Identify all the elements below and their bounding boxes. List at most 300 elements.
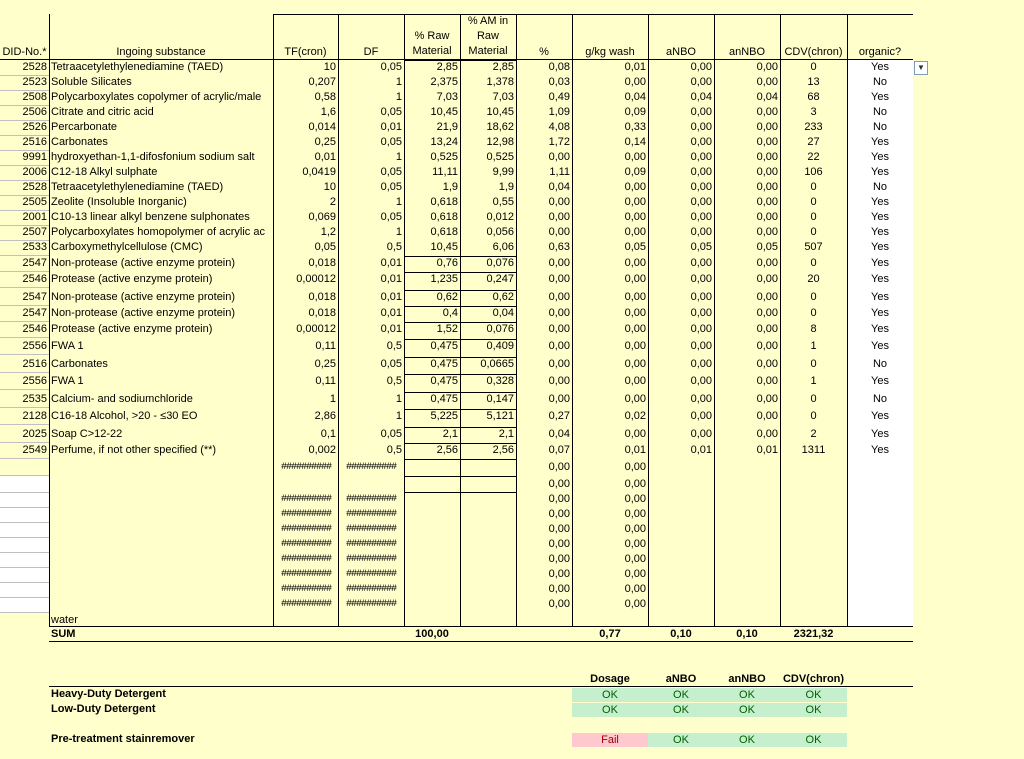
- cell-am[interactable]: 6,06: [492, 241, 514, 253]
- cell-name[interactable]: Soap C>12-22: [51, 428, 123, 440]
- cell-org[interactable]: No: [872, 76, 888, 88]
- cell-gkg[interactable]: 0,00: [624, 375, 646, 387]
- cell-annbo[interactable]: 0,00: [756, 226, 778, 238]
- cell-pct[interactable]: 0,00: [548, 568, 570, 580]
- cell-annbo[interactable]: 0,04: [756, 91, 778, 103]
- cell-df[interactable]: 0,05: [380, 136, 402, 148]
- cell-gkg[interactable]: 0,02: [624, 410, 646, 422]
- cell-gkg[interactable]: 0,00: [624, 568, 646, 580]
- cell-annbo[interactable]: 0,00: [756, 393, 778, 405]
- cell-cdv[interactable]: 507: [804, 241, 823, 253]
- cell-gkg[interactable]: 0,05: [624, 241, 646, 253]
- cell-anbo[interactable]: 0,00: [690, 428, 712, 440]
- cell-annbo[interactable]: 0,00: [756, 196, 778, 208]
- cell-raw[interactable]: 1,9: [442, 181, 458, 193]
- cell-raw[interactable]: 0,618: [430, 196, 458, 208]
- cell-raw[interactable]: 0,62: [436, 291, 458, 303]
- cell-gkg[interactable]: 0,00: [624, 393, 646, 405]
- cell-org[interactable]: Yes: [871, 257, 889, 269]
- cell-tf-hash[interactable]: ##########: [280, 462, 331, 473]
- cell-did[interactable]: 2001: [22, 211, 47, 223]
- cell-pct[interactable]: 0,07: [548, 444, 570, 456]
- cell-pct[interactable]: 0,00: [548, 358, 570, 370]
- cell-tf[interactable]: 1,2: [320, 226, 336, 238]
- cell-pct[interactable]: 0,00: [548, 553, 570, 565]
- cell-gkg[interactable]: 0,00: [624, 76, 646, 88]
- cell-gkg[interactable]: 0,14: [624, 136, 646, 148]
- cell-name[interactable]: Protease (active enzyme protein): [51, 323, 213, 335]
- cell-gkg[interactable]: 0,04: [624, 91, 646, 103]
- cell-df-hash[interactable]: ##########: [345, 509, 396, 520]
- cell-df[interactable]: 1: [395, 91, 402, 103]
- cell-org[interactable]: Yes: [871, 375, 889, 387]
- cell-df[interactable]: 0,01: [380, 323, 402, 335]
- cell-gkg[interactable]: 0,00: [624, 583, 646, 595]
- cell-tf[interactable]: 0,018: [308, 257, 336, 269]
- cell-name[interactable]: Polycarboxylates homopolymer of acrylic ac: [51, 226, 265, 238]
- cell-name[interactable]: Calcium- and sodiumchloride: [51, 393, 193, 405]
- cell-cdv[interactable]: 0: [810, 307, 817, 319]
- cell-annbo[interactable]: 0,00: [756, 76, 778, 88]
- cell-pct[interactable]: 0,08: [548, 61, 570, 73]
- cell-tf[interactable]: 0,002: [308, 444, 336, 456]
- cell-df[interactable]: 0,05: [380, 181, 402, 193]
- cell-df[interactable]: 1: [395, 410, 402, 422]
- cell-pct[interactable]: 0,00: [548, 307, 570, 319]
- cell-am[interactable]: 0,247: [486, 273, 514, 285]
- cell-org[interactable]: Yes: [871, 307, 889, 319]
- cell-am[interactable]: 0,62: [492, 291, 514, 303]
- cell-pct[interactable]: 1,72: [548, 136, 570, 148]
- cell-name[interactable]: Perfume, if not other specified (**): [51, 444, 217, 456]
- cell-gkg[interactable]: 0,00: [624, 151, 646, 163]
- cell-cdv[interactable]: 13: [807, 76, 820, 88]
- cell-name[interactable]: Non-protease (active enzyme protein): [51, 307, 236, 319]
- cell-annbo[interactable]: 0,00: [756, 323, 778, 335]
- cell-pct[interactable]: 0,00: [548, 291, 570, 303]
- cell-df[interactable]: 1: [395, 76, 402, 88]
- cell-am[interactable]: 5,121: [486, 410, 514, 422]
- cell-annbo[interactable]: 0,05: [756, 241, 778, 253]
- cell-cdv[interactable]: 20: [807, 273, 820, 285]
- cell-raw[interactable]: 0,618: [430, 226, 458, 238]
- cell-am[interactable]: 0,147: [486, 393, 514, 405]
- cell-org[interactable]: Yes: [871, 61, 889, 73]
- cell-pct[interactable]: 0,00: [548, 323, 570, 335]
- cell-cdv[interactable]: 0: [810, 181, 817, 193]
- cell-pct[interactable]: 0,00: [548, 508, 570, 520]
- cell-annbo[interactable]: 0,01: [756, 444, 778, 456]
- cell-am[interactable]: 0,55: [492, 196, 514, 208]
- cell-pct[interactable]: 0,03: [548, 76, 570, 88]
- cell-tf[interactable]: 0,069: [308, 211, 336, 223]
- cell-did[interactable]: 2006: [22, 166, 47, 178]
- cell-name[interactable]: Percarbonate: [51, 121, 118, 133]
- cell-did[interactable]: 2506: [22, 106, 47, 118]
- cell-org[interactable]: Yes: [871, 166, 889, 178]
- cell-tf[interactable]: 0,0419: [302, 166, 336, 178]
- cell-am[interactable]: 0,04: [492, 307, 514, 319]
- cell-am[interactable]: 0,056: [486, 226, 514, 238]
- summary-row-label[interactable]: Low-Duty Detergent: [51, 703, 156, 715]
- cell-anbo[interactable]: 0,00: [690, 375, 712, 387]
- cell-did[interactable]: 2505: [22, 196, 47, 208]
- cell-pct[interactable]: 0,00: [548, 151, 570, 163]
- cell-am[interactable]: 0,012: [486, 211, 514, 223]
- cell-tf[interactable]: 0,00012: [296, 273, 336, 285]
- cell-org[interactable]: Yes: [871, 323, 889, 335]
- cell-df[interactable]: 0,01: [380, 273, 402, 285]
- cell-tf[interactable]: 0,018: [308, 307, 336, 319]
- cell-name[interactable]: Zeolite (Insoluble Inorganic): [51, 196, 187, 208]
- cell-pct[interactable]: 0,27: [548, 410, 570, 422]
- cell-df[interactable]: 0,01: [380, 257, 402, 269]
- cell-raw[interactable]: 2,85: [436, 61, 458, 73]
- cell-am[interactable]: 18,62: [486, 121, 514, 133]
- cell-annbo[interactable]: 0,00: [756, 257, 778, 269]
- cell-org[interactable]: Yes: [871, 211, 889, 223]
- cell-cdv[interactable]: 0: [810, 358, 817, 370]
- cell-gkg[interactable]: 0,00: [624, 598, 646, 610]
- cell-gkg[interactable]: 0,01: [624, 444, 646, 456]
- cell-anbo[interactable]: 0,00: [690, 291, 712, 303]
- cell-gkg[interactable]: 0,00: [624, 257, 646, 269]
- cell-anbo[interactable]: 0,00: [690, 196, 712, 208]
- summary-row-label[interactable]: Heavy-Duty Detergent: [51, 688, 166, 700]
- cell-pct[interactable]: 0,00: [548, 211, 570, 223]
- cell-annbo[interactable]: 0,00: [756, 136, 778, 148]
- cell-df-hash[interactable]: ##########: [345, 599, 396, 610]
- cell-raw[interactable]: 0,618: [430, 211, 458, 223]
- cell-annbo[interactable]: 0,00: [756, 428, 778, 440]
- cell-df-hash[interactable]: ##########: [345, 539, 396, 550]
- cell-raw[interactable]: 0,475: [430, 393, 458, 405]
- cell-org[interactable]: Yes: [871, 340, 889, 352]
- cell-org[interactable]: Yes: [871, 151, 889, 163]
- cell-pct[interactable]: 0,00: [548, 393, 570, 405]
- cell-did[interactable]: 2508: [22, 91, 47, 103]
- cell-raw[interactable]: 0,525: [430, 151, 458, 163]
- cell-annbo[interactable]: 0,00: [756, 410, 778, 422]
- cell-anbo[interactable]: 0,00: [690, 323, 712, 335]
- cell-did[interactable]: 2516: [22, 136, 47, 148]
- cell-did[interactable]: 2547: [22, 307, 47, 319]
- cell-org[interactable]: No: [872, 393, 888, 405]
- cell-did[interactable]: 2533: [22, 241, 47, 253]
- cell-tf-hash[interactable]: ##########: [280, 584, 331, 595]
- cell-tf[interactable]: 1: [329, 393, 336, 405]
- cell-tf[interactable]: 0,25: [314, 358, 336, 370]
- cell-gkg[interactable]: 0,00: [624, 428, 646, 440]
- cell-tf-hash[interactable]: ##########: [280, 509, 331, 520]
- cell-raw[interactable]: 0,475: [430, 340, 458, 352]
- cell-name[interactable]: Carboxymethylcellulose (CMC): [51, 241, 203, 253]
- cell-tf[interactable]: 10: [323, 61, 336, 73]
- cell-gkg[interactable]: 0,09: [624, 106, 646, 118]
- cell-am[interactable]: 2,56: [492, 444, 514, 456]
- cell-df-hash[interactable]: ##########: [345, 554, 396, 565]
- cell-name[interactable]: Tetraacetylethylenediamine (TAED): [51, 61, 224, 73]
- cell-am[interactable]: 1,9: [498, 181, 514, 193]
- cell-org[interactable]: No: [872, 358, 888, 370]
- cell-annbo[interactable]: 0,00: [756, 61, 778, 73]
- cell-raw[interactable]: 2,375: [430, 76, 458, 88]
- cell-anbo[interactable]: 0,00: [690, 121, 712, 133]
- cell-tf-hash[interactable]: ##########: [280, 494, 331, 505]
- cell-anbo[interactable]: 0,00: [690, 226, 712, 238]
- cell-am[interactable]: 0,328: [486, 375, 514, 387]
- cell-raw[interactable]: 2,56: [436, 444, 458, 456]
- cell-gkg[interactable]: 0,00: [624, 323, 646, 335]
- cell-gkg[interactable]: 0,00: [624, 181, 646, 193]
- cell-df[interactable]: 0,05: [380, 106, 402, 118]
- cell-am[interactable]: 1,378: [486, 76, 514, 88]
- cell-cdv[interactable]: 233: [804, 121, 823, 133]
- cell-cdv[interactable]: 2: [810, 428, 817, 440]
- cell-pct[interactable]: 0,00: [548, 340, 570, 352]
- cell-raw[interactable]: 0,76: [436, 257, 458, 269]
- cell-pct[interactable]: 1,09: [548, 106, 570, 118]
- cell-did[interactable]: 2526: [22, 121, 47, 133]
- cell-anbo[interactable]: 0,00: [690, 136, 712, 148]
- cell-gkg[interactable]: 0,00: [624, 358, 646, 370]
- cell-name[interactable]: Protease (active enzyme protein): [51, 273, 213, 285]
- cell-org[interactable]: No: [872, 181, 888, 193]
- cell-did[interactable]: 2507: [22, 226, 47, 238]
- cell-pct[interactable]: 0,00: [548, 196, 570, 208]
- cell-tf[interactable]: 0,01: [314, 151, 336, 163]
- cell-raw[interactable]: 1,235: [430, 273, 458, 285]
- cell-annbo[interactable]: 0,00: [756, 166, 778, 178]
- cell-anbo[interactable]: 0,05: [690, 241, 712, 253]
- cell-annbo[interactable]: 0,00: [756, 121, 778, 133]
- cell-pct[interactable]: 0,00: [548, 375, 570, 387]
- cell-annbo[interactable]: 0,00: [756, 151, 778, 163]
- cell-org[interactable]: No: [872, 106, 888, 118]
- cell-df-hash[interactable]: ##########: [345, 569, 396, 580]
- cell-raw[interactable]: 10,45: [430, 106, 458, 118]
- cell-org[interactable]: Yes: [871, 136, 889, 148]
- cell-df[interactable]: 0,01: [380, 291, 402, 303]
- cell-name[interactable]: Non-protease (active enzyme protein): [51, 291, 236, 303]
- cell-am[interactable]: 0,076: [486, 323, 514, 335]
- cell-org[interactable]: Yes: [871, 91, 889, 103]
- cell-cdv[interactable]: 0: [810, 226, 817, 238]
- cell-am[interactable]: 10,45: [486, 106, 514, 118]
- cell-df[interactable]: 0,5: [386, 375, 402, 387]
- cell-cdv[interactable]: 1: [810, 375, 817, 387]
- cell-org[interactable]: Yes: [871, 428, 889, 440]
- cell-tf[interactable]: 0,11: [315, 340, 336, 352]
- cell-name[interactable]: FWA 1: [51, 375, 84, 387]
- cell-annbo[interactable]: 0,00: [756, 273, 778, 285]
- cell-tf[interactable]: 0,207: [308, 76, 336, 88]
- cell-raw[interactable]: 10,45: [430, 241, 458, 253]
- cell-gkg[interactable]: 0,33: [624, 121, 646, 133]
- cell-tf-hash[interactable]: ##########: [280, 569, 331, 580]
- cell-annbo[interactable]: 0,00: [756, 106, 778, 118]
- chevron-down-icon[interactable]: ▼: [914, 61, 928, 75]
- cell-org[interactable]: Yes: [871, 226, 889, 238]
- cell-did[interactable]: 2025: [22, 428, 47, 440]
- cell-anbo[interactable]: 0,00: [690, 257, 712, 269]
- cell-anbo[interactable]: 0,00: [690, 358, 712, 370]
- cell-did[interactable]: 2547: [22, 291, 47, 303]
- cell-org[interactable]: Yes: [871, 291, 889, 303]
- cell-anbo[interactable]: 0,04: [690, 91, 712, 103]
- cell-gkg[interactable]: 0,09: [624, 166, 646, 178]
- cell-am[interactable]: 0,076: [486, 257, 514, 269]
- cell-raw[interactable]: 0,475: [430, 358, 458, 370]
- cell-name[interactable]: C10-13 linear alkyl benzene sulphonates: [51, 211, 250, 223]
- cell-cdv[interactable]: 106: [804, 166, 823, 178]
- cell-raw[interactable]: 5,225: [430, 410, 458, 422]
- cell-df[interactable]: 0,05: [380, 211, 402, 223]
- cell-pct[interactable]: 0,00: [548, 583, 570, 595]
- cell-anbo[interactable]: 0,00: [690, 151, 712, 163]
- cell-df-hash[interactable]: ##########: [345, 584, 396, 595]
- cell-cdv[interactable]: 0: [810, 211, 817, 223]
- cell-df[interactable]: 0,5: [386, 340, 402, 352]
- cell-tf[interactable]: 1,6: [320, 106, 336, 118]
- cell-name[interactable]: Citrate and citric acid: [51, 106, 154, 118]
- cell-pct[interactable]: 0,00: [548, 257, 570, 269]
- cell-anbo[interactable]: 0,00: [690, 76, 712, 88]
- cell-gkg[interactable]: 0,00: [624, 461, 646, 473]
- cell-df[interactable]: 0,05: [380, 428, 402, 440]
- cell-pct[interactable]: 0,00: [548, 598, 570, 610]
- cell-tf-hash[interactable]: ##########: [280, 554, 331, 565]
- cell-tf[interactable]: 0,00012: [296, 323, 336, 335]
- cell-am[interactable]: 2,1: [498, 428, 514, 440]
- cell-name[interactable]: Carbonates: [51, 358, 108, 370]
- cell-cdv[interactable]: 0: [810, 61, 817, 73]
- cell-pct[interactable]: 0,00: [548, 273, 570, 285]
- cell-org[interactable]: Yes: [871, 273, 889, 285]
- cell-anbo[interactable]: 0,00: [690, 410, 712, 422]
- cell-pct[interactable]: 0,00: [548, 538, 570, 550]
- cell-tf[interactable]: 0,11: [315, 375, 336, 387]
- cell-raw[interactable]: 2,1: [442, 428, 458, 440]
- cell-cdv[interactable]: 22: [807, 151, 820, 163]
- cell-raw[interactable]: 21,9: [436, 121, 458, 133]
- cell-tf[interactable]: 0,58: [314, 91, 336, 103]
- cell-anbo[interactable]: 0,01: [690, 444, 712, 456]
- cell-annbo[interactable]: 0,00: [756, 181, 778, 193]
- cell-am[interactable]: 0,409: [486, 340, 514, 352]
- cell-df[interactable]: 0,01: [380, 121, 402, 133]
- cell-annbo[interactable]: 0,00: [756, 375, 778, 387]
- cell-tf-hash[interactable]: ##########: [280, 539, 331, 550]
- cell-df-hash[interactable]: ##########: [345, 524, 396, 535]
- cell-tf[interactable]: 10: [323, 181, 336, 193]
- cell-anbo[interactable]: 0,00: [690, 393, 712, 405]
- cell-tf[interactable]: 2: [329, 196, 336, 208]
- cell-name[interactable]: FWA 1: [51, 340, 84, 352]
- cell-raw[interactable]: 7,03: [436, 91, 458, 103]
- cell-df[interactable]: 0,5: [386, 241, 402, 253]
- cell-gkg[interactable]: 0,00: [624, 478, 646, 490]
- cell-tf[interactable]: 0,05: [314, 241, 336, 253]
- cell-cdv[interactable]: 0: [810, 393, 817, 405]
- cell-gkg[interactable]: 0,00: [624, 273, 646, 285]
- cell-gkg[interactable]: 0,00: [624, 493, 646, 505]
- cell-name[interactable]: Non-protease (active enzyme protein): [51, 257, 236, 269]
- cell-did[interactable]: 2546: [22, 323, 47, 335]
- cell-annbo[interactable]: 0,00: [756, 291, 778, 303]
- cell-df[interactable]: 1: [395, 393, 402, 405]
- cell-org[interactable]: Yes: [871, 196, 889, 208]
- cell-org[interactable]: Yes: [871, 410, 889, 422]
- cell-cdv[interactable]: 3: [810, 106, 817, 118]
- cell-did[interactable]: 2535: [22, 393, 47, 405]
- cell-gkg[interactable]: 0,00: [624, 226, 646, 238]
- cell-df-hash[interactable]: ##########: [345, 494, 396, 505]
- cell-cdv[interactable]: 0: [810, 196, 817, 208]
- summary-row-label[interactable]: Pre-treatment stainremover: [51, 733, 195, 745]
- cell-did[interactable]: 2523: [22, 76, 47, 88]
- cell-tf[interactable]: 0,018: [308, 291, 336, 303]
- cell-name[interactable]: C12-18 Alkyl sulphate: [51, 166, 158, 178]
- cell-did[interactable]: 2556: [22, 375, 47, 387]
- cell-raw[interactable]: 1,52: [436, 323, 458, 335]
- cell-anbo[interactable]: 0,00: [690, 166, 712, 178]
- cell-tf[interactable]: 0,1: [320, 428, 336, 440]
- cell-name[interactable]: Tetraacetylethylenediamine (TAED): [51, 181, 224, 193]
- cell-raw[interactable]: 0,4: [442, 307, 458, 319]
- cell-did[interactable]: 2516: [22, 358, 47, 370]
- cell-gkg[interactable]: 0,00: [624, 553, 646, 565]
- cell-anbo[interactable]: 0,00: [690, 181, 712, 193]
- cell-am[interactable]: 12,98: [486, 136, 514, 148]
- cell-name[interactable]: Soluble Silicates: [51, 76, 132, 88]
- cell-anbo[interactable]: 0,00: [690, 106, 712, 118]
- cell-cdv[interactable]: 8: [810, 323, 817, 335]
- cell-tf[interactable]: 0,014: [308, 121, 336, 133]
- cell-tf-hash[interactable]: ##########: [280, 599, 331, 610]
- cell-df-hash[interactable]: ##########: [345, 462, 396, 473]
- cell-pct[interactable]: 0,00: [548, 493, 570, 505]
- cell-anbo[interactable]: 0,00: [690, 61, 712, 73]
- cell-df[interactable]: 1: [395, 151, 402, 163]
- cell-pct[interactable]: 0,00: [548, 226, 570, 238]
- cell-pct[interactable]: 0,49: [548, 91, 570, 103]
- cell-gkg[interactable]: 0,00: [624, 291, 646, 303]
- cell-tf[interactable]: 2,86: [314, 410, 336, 422]
- cell-cdv[interactable]: 0: [810, 410, 817, 422]
- cell-pct[interactable]: 0,00: [548, 461, 570, 473]
- cell-gkg[interactable]: 0,00: [624, 340, 646, 352]
- cell-annbo[interactable]: 0,00: [756, 358, 778, 370]
- cell-pct[interactable]: 0,63: [548, 241, 570, 253]
- cell-org[interactable]: Yes: [871, 241, 889, 253]
- cell-anbo[interactable]: 0,00: [690, 307, 712, 319]
- cell-annbo[interactable]: 0,00: [756, 307, 778, 319]
- cell-cdv[interactable]: 0: [810, 291, 817, 303]
- cell-gkg[interactable]: 0,00: [624, 538, 646, 550]
- cell-did[interactable]: 9991: [22, 151, 47, 163]
- cell-cdv[interactable]: 68: [807, 91, 820, 103]
- cell-pct[interactable]: 0,04: [548, 181, 570, 193]
- cell-am[interactable]: 9,99: [492, 166, 514, 178]
- cell-anbo[interactable]: 0,00: [690, 273, 712, 285]
- cell-did[interactable]: 2128: [22, 410, 47, 422]
- cell-cdv[interactable]: 1311: [801, 444, 826, 456]
- cell-name[interactable]: Carbonates: [51, 136, 108, 148]
- cell-cdv[interactable]: 27: [807, 136, 820, 148]
- cell-gkg[interactable]: 0,00: [624, 508, 646, 520]
- cell-pct[interactable]: 0,00: [548, 523, 570, 535]
